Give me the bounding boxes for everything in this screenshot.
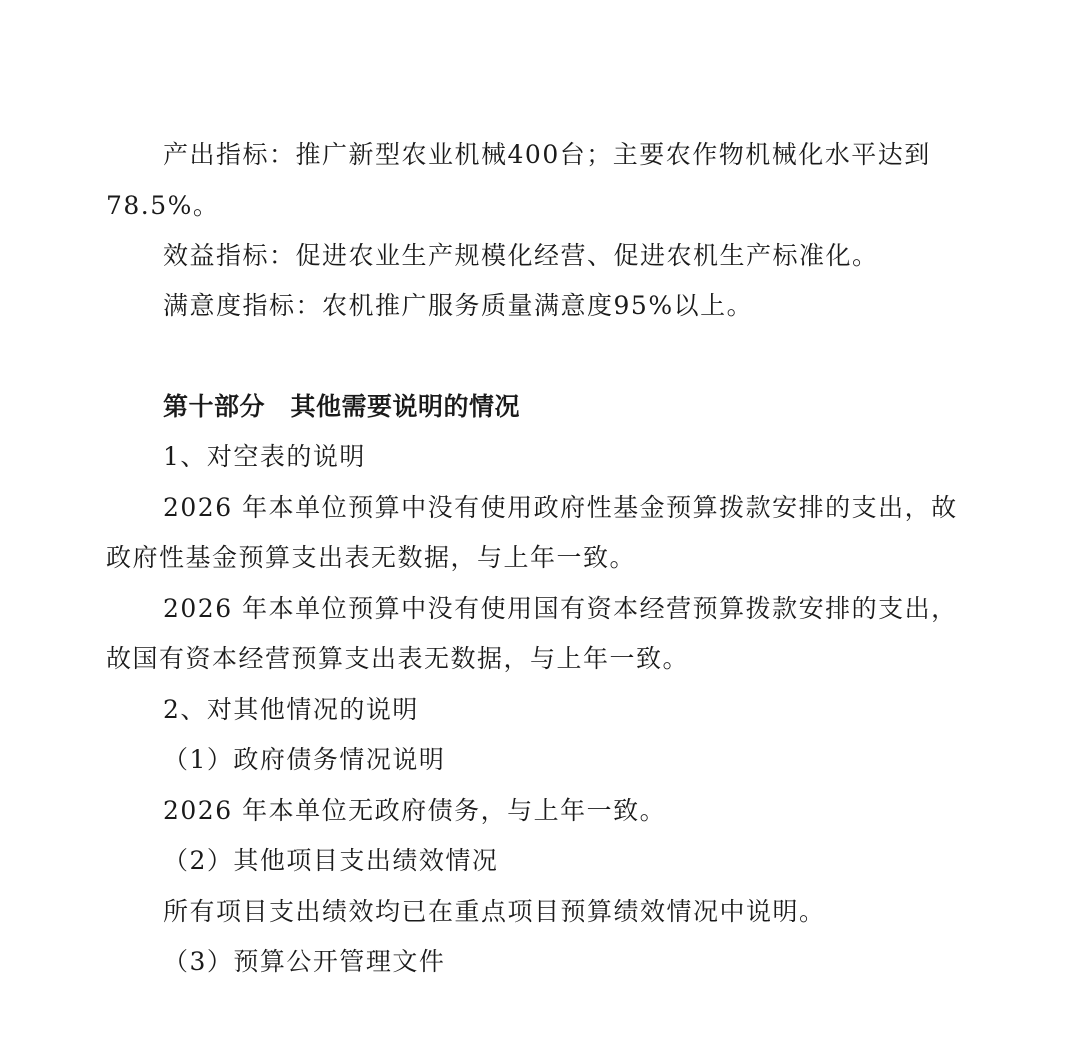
subsection-1-text: 2026 年本单位无政府债务，与上年一致。 bbox=[163, 796, 667, 825]
satisfaction-indicator: 满意度指标：农机推广服务质量满意度95%以上。 bbox=[163, 291, 754, 320]
subsection-3-title: （3）预算公开管理文件 bbox=[163, 947, 446, 976]
subsection-2-text: 所有项目支出绩效均已在重点项目预算绩效情况中说明。 bbox=[163, 897, 826, 926]
subsection-1-title: （1）政府债务情况说明 bbox=[163, 745, 446, 774]
paragraph-1-line-2: 政府性基金预算支出表无数据，与上年一致。 bbox=[106, 543, 637, 572]
item-2-title: 2、对其他情况的说明 bbox=[163, 695, 419, 724]
paragraph-2-line-2: 故国有资本经营预算支出表无数据，与上年一致。 bbox=[106, 644, 690, 673]
paragraph-2-line-1: 2026 年本单位预算中没有使用国有资本经营预算拨款安排的支出， bbox=[163, 594, 958, 623]
paragraph-1-line-1: 2026 年本单位预算中没有使用政府性基金预算拨款安排的支出，故 bbox=[163, 493, 958, 522]
section-heading: 第十部分 其他需要说明的情况 bbox=[163, 392, 521, 421]
item-1-title: 1、对空表的说明 bbox=[163, 442, 366, 471]
output-indicator-line-1: 产出指标：推广新型农业机械400台；主要农作物机械化水平达到 bbox=[163, 140, 931, 169]
benefit-indicator: 效益指标：促进农业生产规模化经营、促进农机生产标准化。 bbox=[163, 241, 879, 270]
subsection-2-title: （2）其他项目支出绩效情况 bbox=[163, 846, 499, 875]
output-indicator-line-2: 78.5%。 bbox=[106, 191, 220, 220]
